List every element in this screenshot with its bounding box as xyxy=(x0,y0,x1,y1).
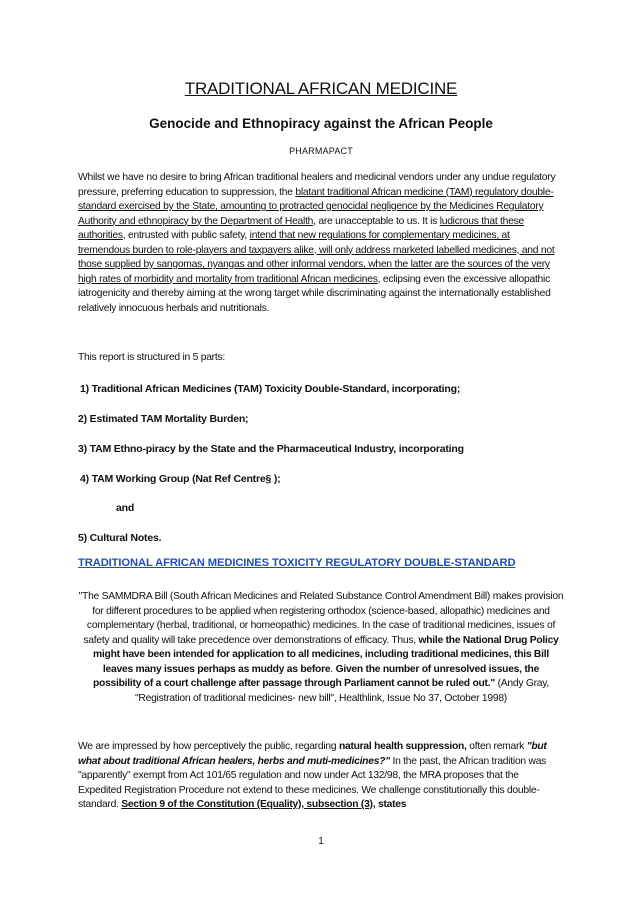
quote-paragraph: "The SAMMDRA Bill (South African Medicines and Related Substance Control Amendment Bill) makes provision for different procedures to be applied when registering orthodox (science-based, allopathic) medicines and complementary (herbal, traditional, or homeopathic) medicines. In the case of traditional medicines, issues of safety and quality will take precedence over demonstrations of efficacy. Thus, while the National Drug Policy might have been intended for application to all medicines, including traditional medicines, this Bill leaves many issues perhaps as muddy as before. Given the number of unresolved issues, the possibility of a court challenge after passage through Parliament cannot be ruled out." (Andy Gray, "Registration of traditional medicines- new bill", Healthlink, Issue No 37, October 1998) xyxy=(78,591,564,704)
document-author: PHARMAPACT xyxy=(289,146,353,156)
body-paragraph: We are impressed by how perceptively the public, regarding natural health suppression, often remark "but what about traditional African healers, herbs and muti-medicines?" In the past, the African tradition was "apparently" exempt from Act 101/65 regulation and now under Act 132/98, the MRA proposes that the Expedited Registration Procedure not extend to these medicines. We challenge constitutionally this double-standard. Section 9 of the Constitution (Equality), subsection (3), states xyxy=(78,741,547,810)
document-subtitle: Genocide and Ethnopiracy against the African People xyxy=(149,116,493,131)
part-5: 5) Cultural Notes. xyxy=(78,532,162,544)
document-title: TRADITIONAL AFRICAN MEDICINE xyxy=(184,79,458,98)
part-and: and xyxy=(116,502,135,514)
part-2: 2) Estimated TAM Mortality Burden; xyxy=(78,413,249,425)
part-3: 3) TAM Ethno-piracy by the State and the Pharmaceutical Industry, incorporating xyxy=(78,443,464,455)
section-heading-link[interactable]: TRADITIONAL AFRICAN MEDICINES TOXICITY REGULATORY DOUBLE-STANDARD xyxy=(78,557,516,569)
part-4: 4) TAM Working Group (Nat Ref Centre§ ); xyxy=(80,473,281,485)
intro-paragraph: Whilst we have no desire to bring African traditional healers and medicinal vendors under any undue regulatory pressure, preferring education to suppression, the blatant traditional African medicine (TAM) regulatory double-standard exercised by the State, amounting to protracted genocidal negligence by the Medicines Regulatory Authority and ethnopiracy by the Department of Health, are unacceptable to us. It is ludicrous that these authorities, entrusted with public safety, intend that new regulations for complementary medicines, at tremendous burden to role-players and taxpayers alike, will only address marketed labelled medicines, and not those supplied by sangomas, nyangas and other informal vendors, when the latter are the sources of the very high rates of morbidity and mortality from traditional African medicines, eclipsing even the excessive allopathic iatrogenicity and thereby aiming at the wrong target while discriminating against the internationally established relatively innocuous herbals and nutritionals. xyxy=(78,172,556,314)
structure-intro: This report is structured in 5 parts: xyxy=(78,352,225,363)
part-1: 1) Traditional African Medicines (TAM) Toxicity Double-Standard, incorporating; xyxy=(80,383,461,395)
page-number: 1 xyxy=(318,836,324,847)
